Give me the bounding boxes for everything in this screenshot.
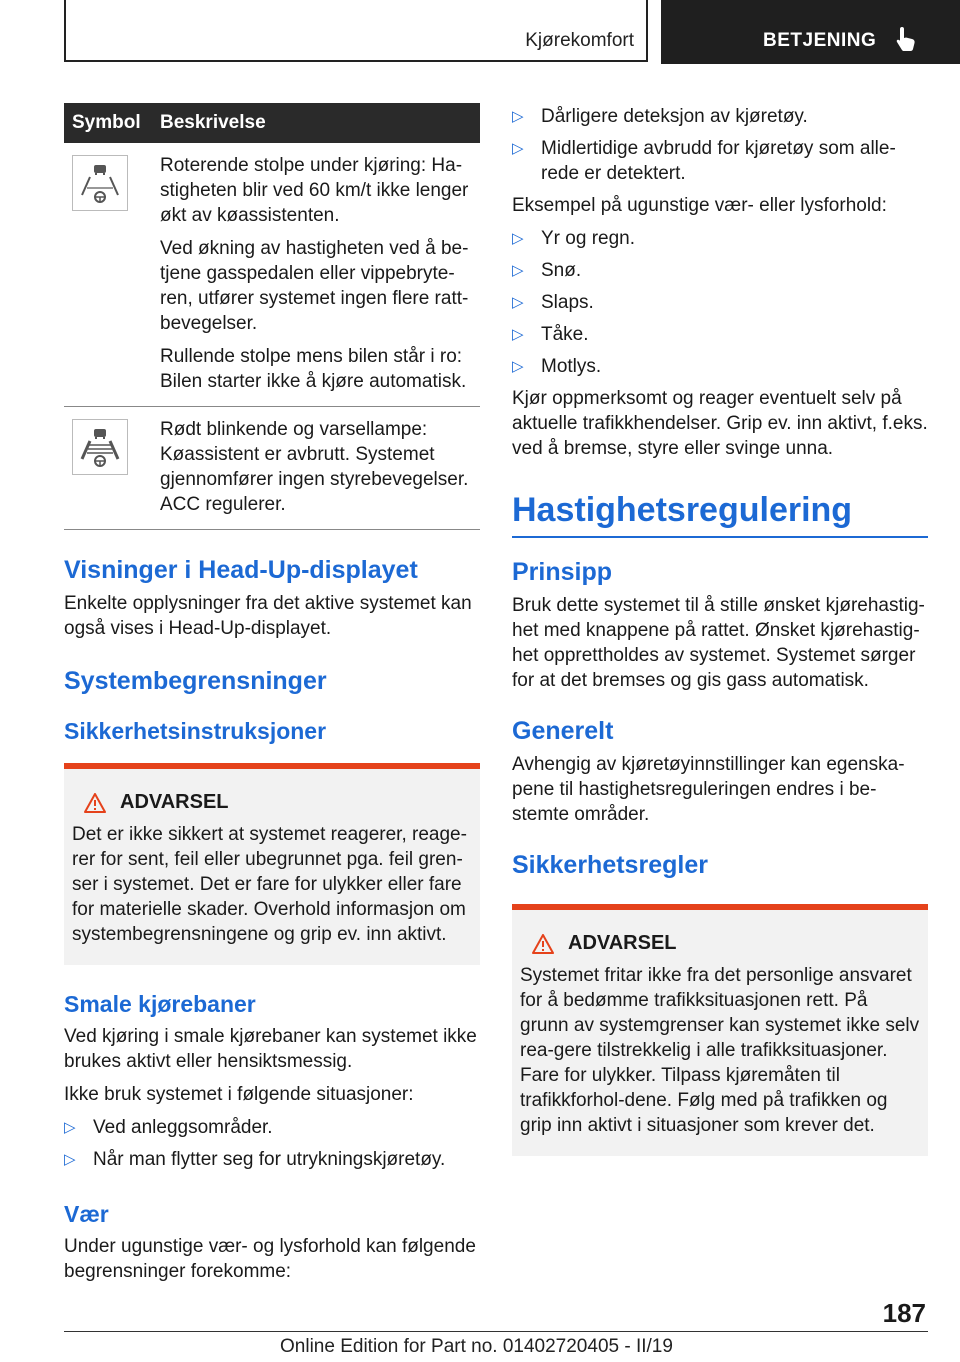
row1-para2: Ved økning av hastigheten ved å be-tjene gasspedalen eller vippebryte-ren, utfører systemet ingen flere ratt-bevegelser. (160, 238, 469, 334)
header-chapter-title: BETJENING (763, 30, 877, 51)
list-item: ▷ Snø. (512, 258, 928, 283)
heading-safety-rules: Sikkerhetsregler (512, 851, 708, 879)
row2-para1: Rødt blinkende og varsellampe: Køassistent er avbrutt. Systemet gjennomfører ingen styrebevegelser. ACC regulerer. (160, 419, 469, 515)
warning-text: Det er ikke sikkert at systemet reagerer, reage-rer for sent, feil eller ubegrunnet pga. feil gren-ser i systemet. Det er fare for ulykker eller fare for materielle skader. Overhold informasjon om systembegrensningene og grip ev. inn aktivt. (72, 824, 467, 945)
list-item: ▷ Motlys. (512, 354, 928, 379)
para-narrow-2: Ikke bruk systemet i følgende situasjoner: (64, 1084, 414, 1105)
edition-text: Online Edition for Part no. 01402720405 - II/19 (280, 1336, 673, 1357)
pointing-hand-icon (895, 26, 919, 52)
heading-speed-control: Hastighetsregulering (512, 491, 928, 538)
narrow-list (64, 1115, 480, 1172)
header-chapter-box (661, 0, 960, 64)
list-item: ▷ Slaps. (512, 290, 928, 315)
header-section-box (64, 0, 648, 62)
row1-para1: Roterende stolpe under kjøring: Ha-stigheten blir ved 60 km/t ikke lenger økt av køassistenten. (160, 155, 469, 226)
footer-divider (64, 1331, 928, 1332)
warning-title: ADVARSEL (120, 791, 229, 813)
warning-triangle-icon (84, 793, 106, 813)
left-column (64, 103, 480, 1284)
heading-general: Generelt (512, 717, 614, 745)
heading-hud: Visninger i Head-Up-displayet (64, 556, 418, 584)
heading-weather: Vær (64, 1201, 109, 1227)
right-column (512, 104, 928, 1156)
list-item: ▷ Når man flytter seg for utrykningskjøretøy. (64, 1147, 480, 1172)
warning-triangle-icon (532, 934, 554, 954)
heading-principle: Prinsipp (512, 558, 613, 586)
para-hud: Enkelte opplysninger fra det aktive systemet kan også vises i Head-Up-displayet. (64, 593, 472, 639)
list-item: ▷ Yr og regn. (512, 226, 928, 251)
list-item: ▷ Ved anleggsområder. (64, 1115, 480, 1140)
heading-safety-instructions: Sikkerhetsinstruksjoner (64, 718, 327, 744)
warning-text: Systemet fritar ikke fra det personlige ansvaret for å bedømme trafikksituasjonen rett. På grunn av systemgrenser kan systemet ikke selv rea-gere tilstrekkelig i alle trafikksituasjoner. Fare for ulykker. Tilpass kjøremåten til trafikkforhol-dene. Følg med på trafikken og grip inn aktivt i situasjoner som krever det. (520, 965, 920, 1136)
heading-system-limits: Systembegrensninger (64, 667, 327, 695)
detection-list (512, 104, 928, 186)
row1-para3: Rullende stolpe mens bilen står i ro: Bilen starter ikke å kjøre automatisk. (160, 346, 467, 392)
para-weather: Under ugunstige vær- og lysforhold kan følgende begrensninger forekomme: (64, 1236, 476, 1282)
heading-narrow-lanes: Smale kjørebaner (64, 991, 256, 1017)
table-header-symbol: Symbol (64, 103, 152, 143)
warning-box-left (64, 763, 480, 965)
para-narrow-1: Ved kjøring i smale kjørebaner kan systemet ikke brukes aktivt eller hensiktsmessig. (64, 1026, 477, 1072)
symbol-table (64, 103, 480, 530)
warning-title: ADVARSEL (568, 932, 677, 954)
para-example: Eksempel på ugunstige vær- eller lysforhold: (512, 195, 887, 216)
lane-assist-grey-icon (72, 155, 128, 211)
lane-assist-red-icon (72, 419, 128, 475)
list-item: ▷ Dårligere deteksjon av kjøretøy. (512, 104, 928, 129)
para-principle: Bruk dette systemet til å stille ønsket kjørehastig-het med knappene på rattet. Ønsket kjørehastig-het opprettholdes av systemet. Systemet sørger for at det bremses og gis gass automatisk. (512, 595, 925, 691)
table-row (64, 143, 480, 407)
table-row (64, 407, 480, 530)
warning-box-right (512, 904, 928, 1156)
list-item: ▷ Tåke. (512, 322, 928, 347)
list-item: ▷ Midlertidige avbrudd for kjøretøy som alle-rede er detektert. (512, 136, 928, 186)
table-header-description: Beskrivelse (152, 103, 480, 143)
header-section-title: Kjørekomfort (525, 30, 634, 51)
para-general: Avhengig av kjøretøyinnstillinger kan egenska-pene til hastighetsreguleringen endres i be-stemte områder. (512, 754, 905, 825)
page-number: 187 (882, 1298, 926, 1328)
weather-list (512, 226, 928, 379)
para-attention: Kjør oppmerksomt og reager eventuelt selv på aktuelle trafikkhendelser. Grip ev. inn aktivt, f.eks. ved å bremse, styre eller svinge unna. (512, 388, 928, 459)
